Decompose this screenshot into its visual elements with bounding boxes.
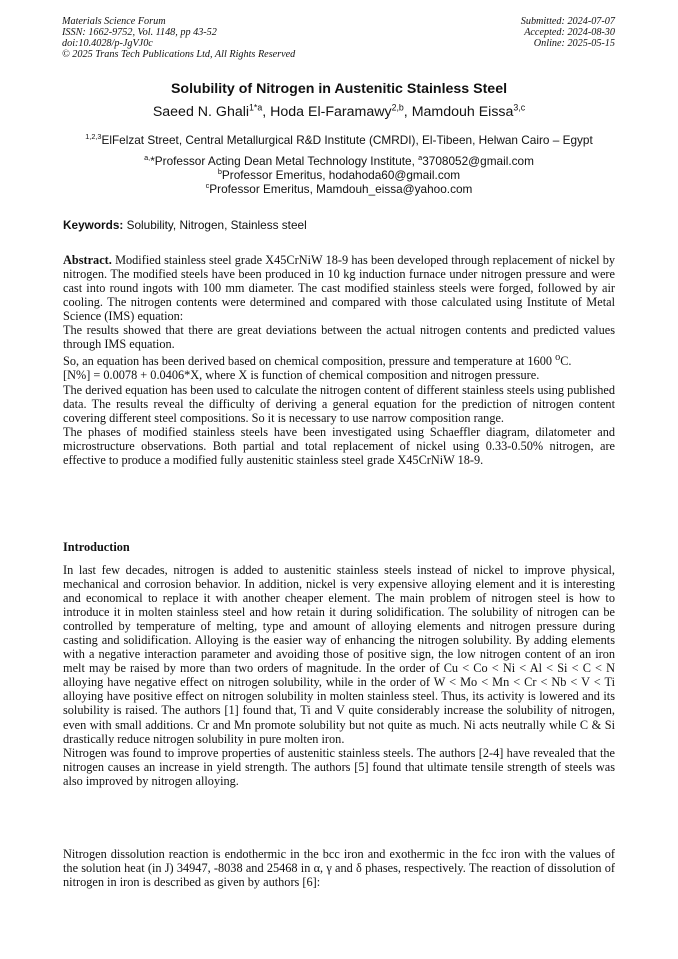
email-link[interactable]: 3708052@gmail.com — [422, 154, 534, 168]
keywords-text: Solubility, Nitrogen, Stainless steel — [126, 218, 307, 232]
affiliation-b: $^b$Professor Emeritus, hodahoda60@gmail.com — [217, 167, 461, 182]
copyright-line: © 2025 Trans Tech Publications Ltd, All Rights Reserved — [62, 49, 296, 60]
section-heading-introduction: Introduction — [63, 540, 130, 554]
abstract-label: Abstract. — [63, 253, 112, 267]
keywords — [63, 218, 307, 232]
author-sup: 3,c — [513, 102, 526, 113]
online-date: Online: 2025-05-15 — [533, 38, 615, 49]
author-sup: 2,b — [391, 102, 404, 113]
abstract-paragraph: Abstract. Modified stainless steel grade X45CrNiW 18-9 has been developed through replacement of nickel by nitrogen. The modified steels have been produced in 10 kg induction furnace under nitrogen pressure and were cast into round ingots with 100 mm diameter. The cast modified stainless steels were forged, followed by air cooling. The nitrogen contents were determined and compared with those calculated using Institute of Metal Science (IMS) equation: — [63, 253, 616, 324]
author-name: Mamdouh Eissa — [411, 104, 514, 120]
intro-paragraph: In last few decades, nitrogen is added to austenitic stainless steels instead of nickel to improve physical, mechanical and corrosion behavior. In addition, nickel is very expensive alloying element and it is interesting and economical to replace it with another cheaper element. The main problem of nitrogen steel is how to introduce it in molten stainless steel and how retain it during solidification. The solubility of nitrogen can be controlled by temperature of melting, type and amount of alloying elements and nitrogen pressure during casting and solidification. Alloying is the easier way of enhancing the nitrogen solubility. By adding elements with a negative interaction parameter and avoiding those of positive sign, the low nitrogen content of an iron melt may be raised by more than two orders of magnitude. In the order of Cu < Co < Ni < Al < Si < C < N alloying have negative effect on nitrogen solubility, while in the order of W < Mo < Mn < Cr < Nb < V < Ti alloying have positive effect on nitrogen solubility in molten stainless steel. Thus, its activity is lowered and its solubility is raised. The authors [1] found that, Ti and V quite considerably increase the solubility of nitrogen, even with small additions. Cr and Mn promote solubility but not quite as much. Ni acts neutrally while C & Si drastically reduce nitrogen solubility in pure molten iron. — [63, 563, 615, 746]
author-name: Hoda El-Faramawy — [270, 104, 392, 120]
author-sup: 1*a — [249, 102, 263, 113]
abstract-section — [63, 253, 615, 467]
intro-paragraph-dissolution — [63, 847, 615, 889]
publication-dates — [521, 16, 615, 49]
author-line: Saeed N. Ghali$^{1*a}$, Hoda El-Faramawy$^{2,b}$, Mamdouh Eissa$^{3,c}$ — [152, 102, 526, 120]
abstract-equation: [N%] = 0.0078 + 0.0406*X, where X is function of chemical composition and nitrogen pressure. — [63, 368, 540, 383]
abstract-paragraph: The results showed that there are great deviations between the actual nitrogen contents and predicted values through IMS equation. — [63, 323, 615, 352]
intro-paragraph: Nitrogen was found to improve properties of austenitic stainless steels. The authors [2-4] have revealed that the nitrogen causes an increase in yield strength. The authors [5] found that ultimate tensile strength of steels was also improved by nitrogen alloying. — [63, 745, 615, 788]
journal-name: Materials Science Forum — [62, 16, 166, 27]
journal-doi: doi:10.4028/p-JgVJ0c — [62, 38, 153, 49]
abstract-paragraph: So, an equation has been derived based on chemical composition, pressure and temperature at 1600 $^o$C. — [63, 352, 572, 369]
abstract-paragraph: The phases of modified stainless steels have been investigated using Schaeffler diagram, dilatometer and microstructure observations. Both partial and total replacement of nickel using 0.33-0.50% nitrogen, are effective to produce a modified fully austenitic stainless steel grade X45CrNiW 18-9. — [63, 424, 615, 467]
abstract-paragraph: The derived equation has been used to calculate the nitrogen content of different stainless steels using published data. The results reveal the difficulty of deriving a general equation for the prediction of nitrogen content covering different steel compositions. So it is necessary to use narrow composition range. — [63, 382, 615, 425]
author-name: Saeed N. Ghali — [152, 104, 250, 120]
paper-title: Solubility of Nitrogen in Austenitic Stainless Steel — [170, 81, 508, 97]
journal-issn: ISSN: 1662-9752, Vol. 1148, pp 43-52 — [62, 27, 217, 38]
affiliation-c: $^c$Professor Emeritus, Mamdouh_eissa@yahoo.com — [205, 181, 473, 196]
affiliation-address: $^{1,2,3}$ElFelzat Street, Central Metallurgical R&D Institute (CMRDI), El-Tibeen, Helwan Cairo – Egypt — [85, 132, 593, 147]
intro-paragraph: Nitrogen dissolution reaction is endothermic in the bcc iron and exothermic in the fcc iron with the values of the solution heat (in J) 34947, -8038 and 25468 in α, γ and δ phases, respectively. The reaction of dissolution of nitrogen in iron is described as given by authors [6]: — [63, 847, 615, 890]
keywords-label: Keywords: — [63, 218, 124, 232]
affiliation-a: $^{a,}$*Professor Acting Dean Metal Technology Institute, $^a$3708052@gmail.com — [144, 153, 534, 168]
accepted-date: Accepted: 2024-08-30 — [524, 27, 615, 38]
journal-header — [62, 16, 295, 60]
introduction-section — [63, 563, 615, 788]
submitted-date: Submitted: 2024-07-07 — [520, 16, 615, 27]
